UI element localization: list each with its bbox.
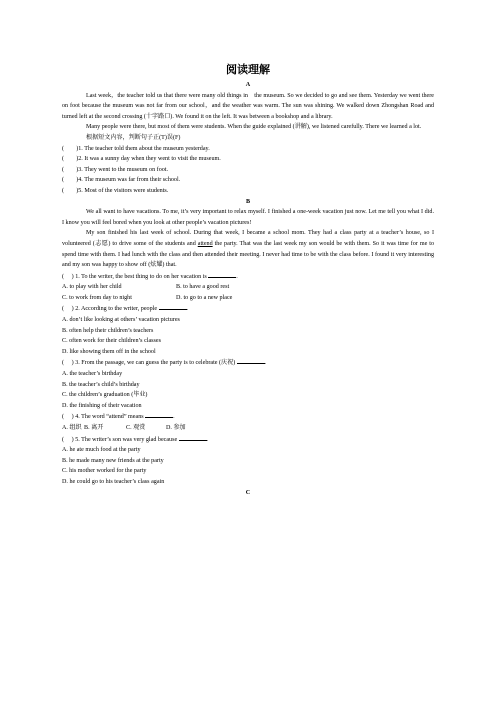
section-a-instruction: 根据短文内容，判断句子正(T)误(F) xyxy=(86,134,181,141)
section-b-question-4: ( ) 4. The word “attend” means . xyxy=(62,411,434,423)
answer-blank xyxy=(208,271,236,278)
option: D. to go to a new place xyxy=(176,294,233,301)
option: A. the teacher’s birthday xyxy=(62,371,123,378)
section-b-question-2: ( ) 2. According to the writer, people . xyxy=(62,303,434,315)
option: C. his mother worked for the party xyxy=(62,468,147,475)
option: D. like showing them off in the school xyxy=(62,348,156,355)
option: C. to work from day to night xyxy=(62,294,132,301)
option: D. 参加 xyxy=(166,425,186,431)
option: B. the teacher’s child’s birthday xyxy=(62,381,140,388)
section-a-question-4: ( )4. The museum was far from their school. xyxy=(62,177,181,184)
answer-blank xyxy=(237,357,265,364)
option: A. to play with her child xyxy=(62,284,122,291)
document-content xyxy=(62,62,434,498)
section-c-label: C xyxy=(245,489,251,496)
paragraph-2-text-after: the party. That was the last week my son would be with them. So it was time for me to spend time with them. I had lunch with the class and then attended their meeting. I never had time to be with the class before. I found it very interesting and my son was happy to show off (炫耀) that. xyxy=(62,240,434,269)
section-a-question-1: ( )1. The teacher told them about the museum yesterday. xyxy=(62,145,210,152)
option: B. 离开 xyxy=(84,425,104,431)
answer-blank xyxy=(179,434,207,441)
option: D. the finishing of their vacation xyxy=(62,402,142,409)
section-a-question-5: ( )5. Most of the visitors were students. xyxy=(62,187,169,194)
option: A. 组织 xyxy=(62,425,82,431)
answer-blank xyxy=(159,303,187,310)
paragraph-2-text-before: My son finished his last week of school. During that week, I became a school mom. They had a class party at a teacher’s house, so I volunteered (志愿) to drive some of the students and xyxy=(62,230,434,247)
option: D. he could go to his teacher’s class again xyxy=(62,478,165,485)
q4-options-row xyxy=(62,423,434,434)
section-b-label: B xyxy=(245,198,251,205)
section-b-question-3: ( ) 3. From the passage, we can guess the party is to celebrate (庆祝) . xyxy=(62,357,434,369)
option: B. to have a good rest xyxy=(176,284,230,291)
answer-blank xyxy=(145,411,173,418)
section-b-question-1: ( ) 1. To the writer, the best thing to do on her vacation is . xyxy=(62,271,434,283)
section-a-question-2: ( )2. It was a sunny day when they went to visit the museum. xyxy=(62,156,221,163)
section-a-label: A xyxy=(245,82,251,88)
section-b-question-5: ( ) 5. The writer’s son was very glad because . xyxy=(62,434,434,446)
section-b-paragraph-1: We all want to have vacations. To me, it’s very important to relax myself. I finished a one-week vacation just now. Let me tell you what I did. I know you will feel bored when you look at other people’s vacation pictures! xyxy=(62,209,434,226)
section-a-paragraph-2: Many people were there, but most of them were students. When the guide explained (讲解), we listened carefully. There we learned a lot. xyxy=(86,124,422,131)
section-a-paragraph-1: Last week，the teacher told us that there were many old things in the museum. So we decided to go and see them. Yesterday we went there on foot because the museum was not far from our school，and the weather was warm. The sun was shining. We walked down Zhongshan Road and turned left at the second crossing (十字路口). We found it on the left. It was between a bookshop and a library. xyxy=(62,92,434,120)
option: B. he made many new friends at the party xyxy=(62,457,164,464)
q1-options-row-1 xyxy=(62,282,434,293)
underlined-word-attend: attend xyxy=(197,240,213,247)
section-a-question-3: ( )3. They went to the museum on foot. xyxy=(62,166,169,173)
q1-options-row-2 xyxy=(62,293,434,304)
section-b-paragraph-2 xyxy=(62,228,434,270)
page-title: 阅读理解 xyxy=(226,63,270,76)
option: B. often help their children’s teachers xyxy=(62,327,154,334)
option: C. the children’s graduation (毕业) xyxy=(62,392,148,399)
option: C. 观赏 xyxy=(126,425,146,431)
option: A. he ate much food at the party xyxy=(62,447,141,454)
option: C. often work for their children’s classes xyxy=(62,338,161,345)
option: A. don’t like looking at others’ vacation pictures xyxy=(62,317,180,324)
